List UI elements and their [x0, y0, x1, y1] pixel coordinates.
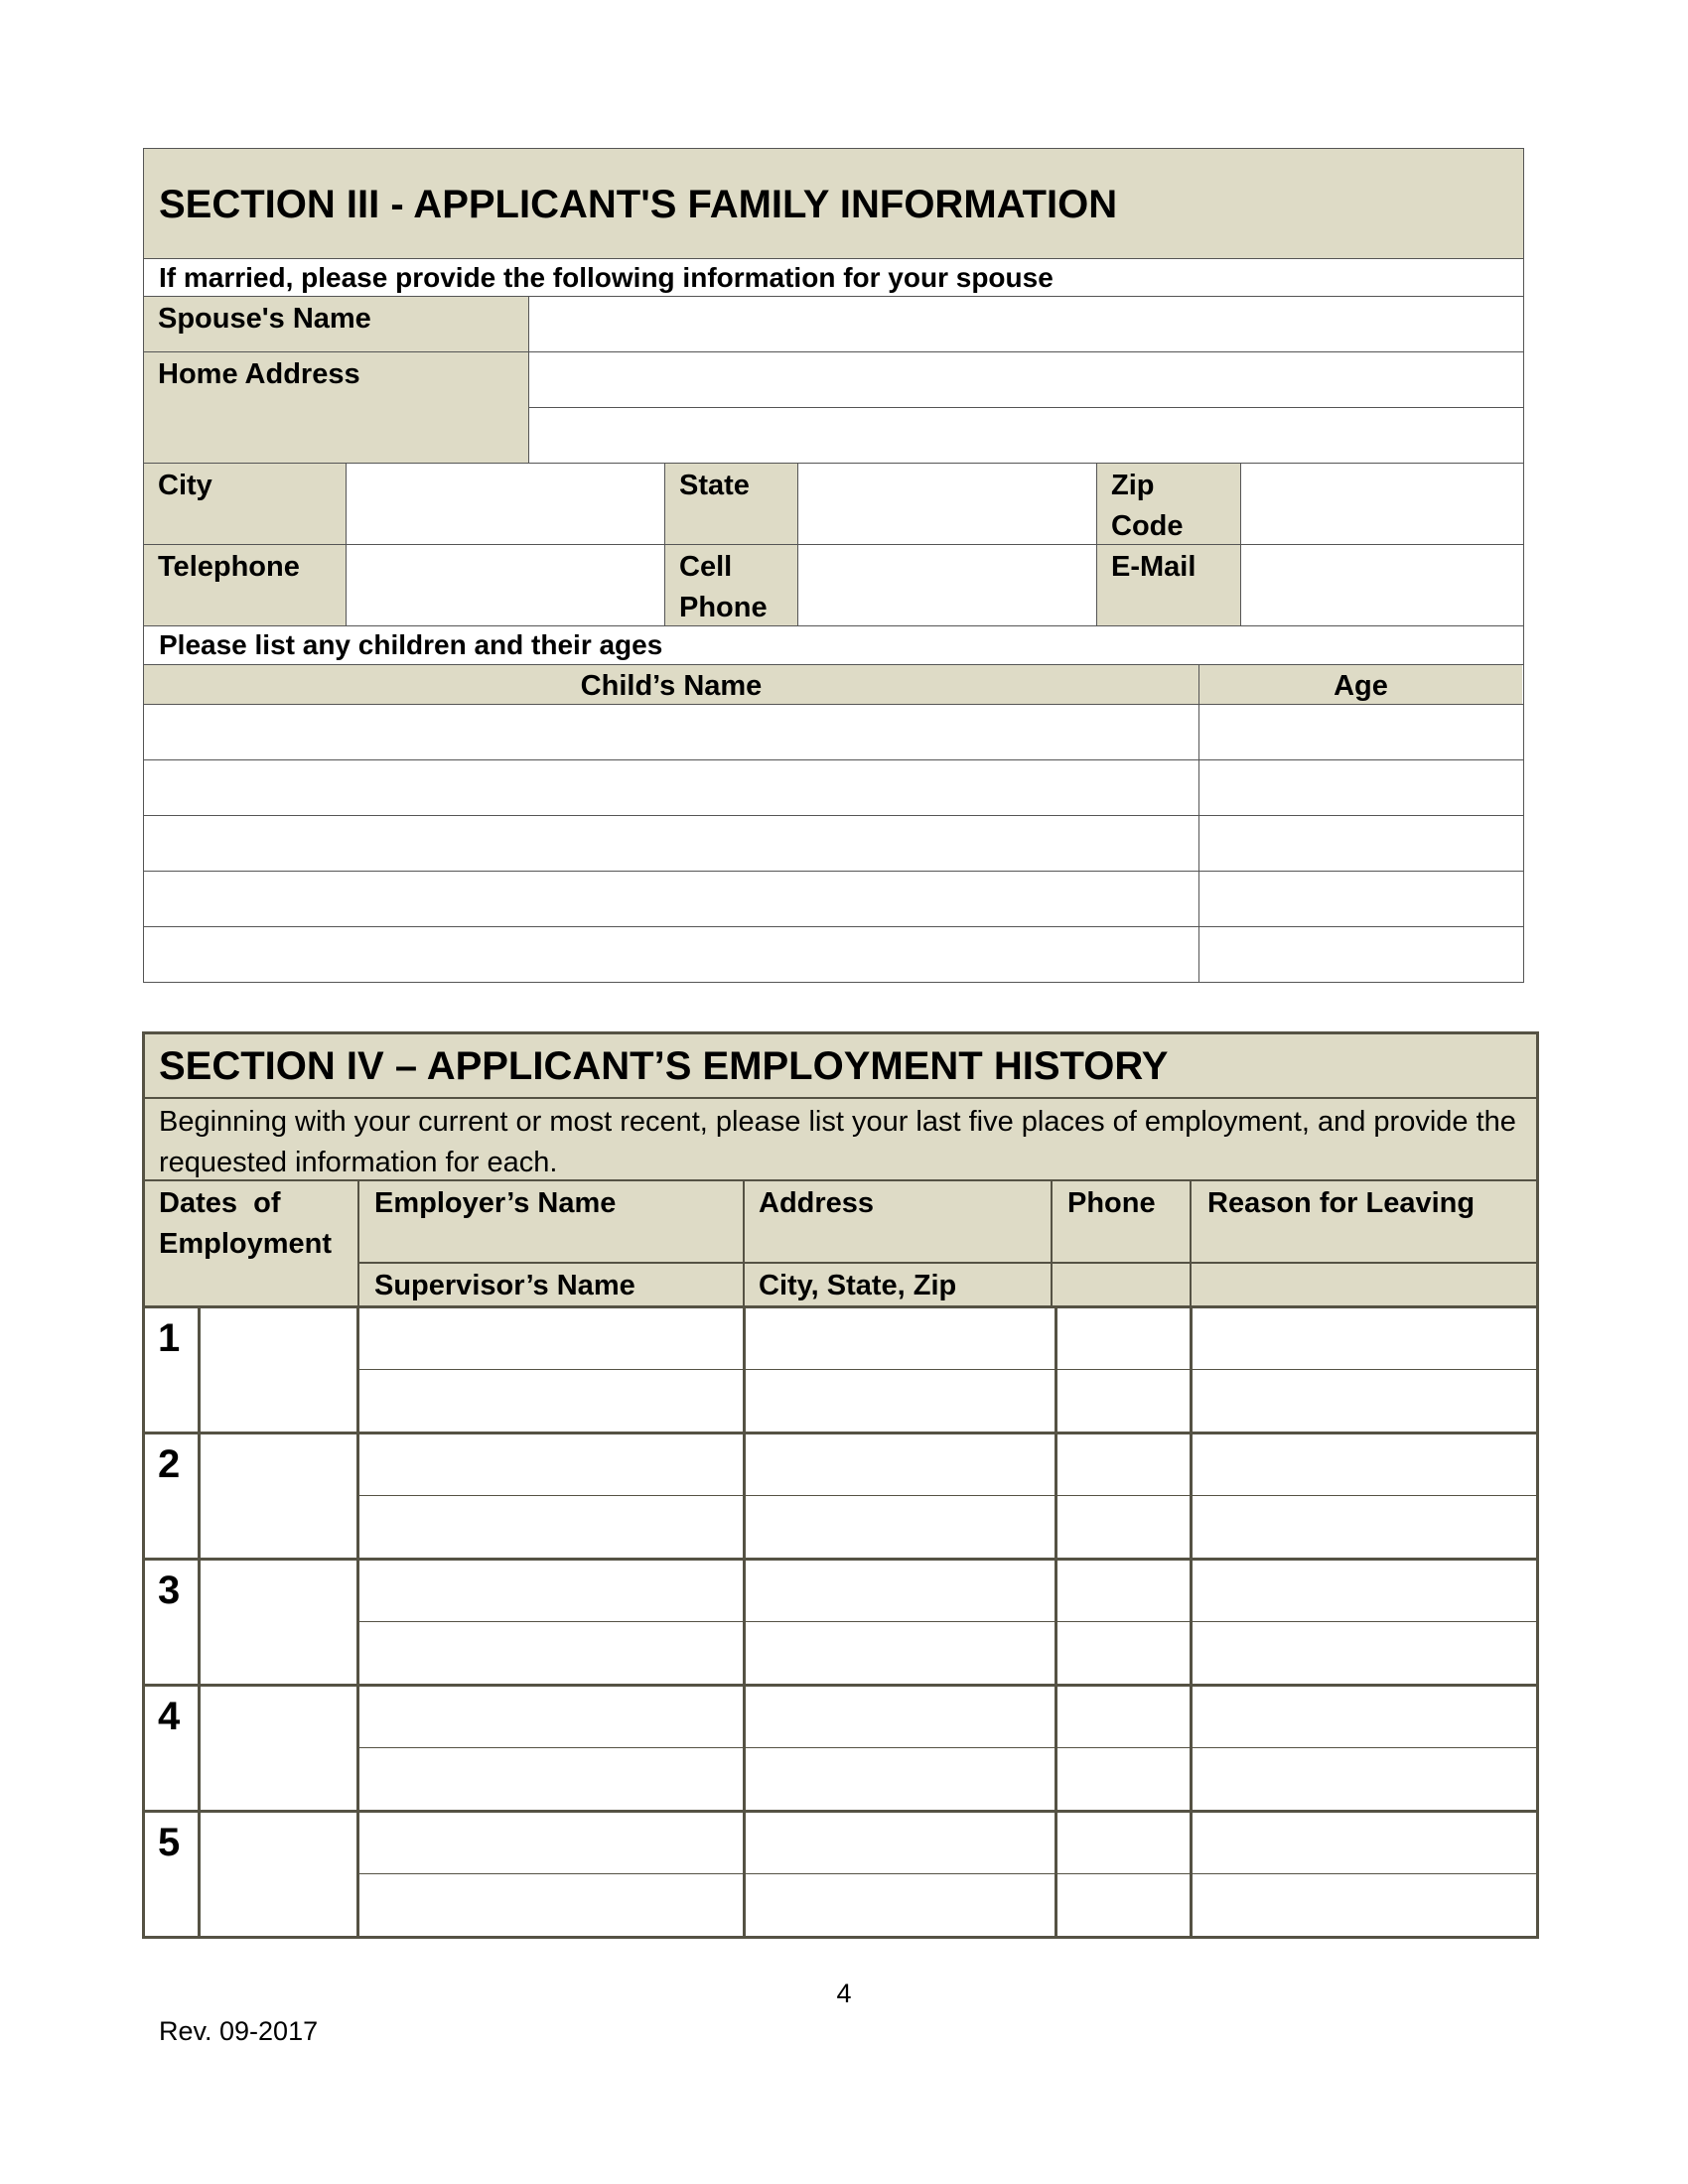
supervisor-name-field[interactable] — [360, 1753, 741, 1809]
age-header: Age — [1334, 670, 1388, 702]
spouse-name-label: Spouse's Name — [158, 303, 371, 335]
child-age-field[interactable] — [1199, 817, 1522, 871]
child-name-header: Child’s Name — [580, 670, 763, 702]
phone-field[interactable] — [1057, 1564, 1188, 1683]
employer-name-field[interactable] — [360, 1437, 741, 1493]
supervisor-name-field[interactable] — [360, 1501, 741, 1557]
zip-label — [1097, 464, 1240, 547]
address-field[interactable] — [746, 1816, 1052, 1871]
page-number: 4 — [836, 1979, 852, 2008]
spouse-name-field[interactable] — [529, 298, 1522, 351]
child-name-field[interactable] — [144, 817, 1198, 871]
city-state-zip-field[interactable] — [746, 1753, 1052, 1809]
row-number: 5 — [158, 1821, 181, 1864]
section-4-intro: Beginning with your current or most recent, please list your last five places of employment, and provide the requested information for each. — [159, 1106, 1516, 1178]
child-name-header-cell — [144, 665, 1198, 704]
employer-name-field[interactable] — [360, 1690, 741, 1745]
zip-label-line2: Code — [1111, 510, 1184, 542]
dates-of-employment-field[interactable] — [201, 1437, 355, 1557]
child-age-field[interactable] — [1199, 761, 1522, 815]
city-state-zip-field[interactable] — [746, 1879, 1052, 1935]
reason-for-leaving-field[interactable] — [1194, 1690, 1532, 1745]
supervisor-name-field[interactable] — [360, 1879, 741, 1935]
supervisor-name-header: Supervisor’s Name — [374, 1270, 635, 1301]
row-number: 2 — [158, 1442, 181, 1486]
cell-phone-label — [665, 545, 797, 628]
child-age-field[interactable] — [1199, 706, 1522, 759]
state-label: State — [679, 470, 750, 501]
age-header-cell — [1199, 665, 1522, 704]
cell-phone-label-line2: Phone — [679, 592, 768, 623]
reason-for-leaving-field[interactable] — [1194, 1564, 1532, 1619]
address-field[interactable] — [746, 1437, 1052, 1493]
supervisor-name-field[interactable] — [360, 1375, 741, 1431]
email-field[interactable] — [1241, 546, 1522, 625]
employer-name-field[interactable] — [360, 1311, 741, 1367]
reason-for-leaving-field[interactable] — [1194, 1311, 1532, 1367]
employer-name-header: Employer’s Name — [374, 1187, 617, 1219]
row-number: 4 — [158, 1695, 181, 1738]
child-name-field[interactable] — [144, 706, 1198, 759]
address-header: Address — [759, 1187, 875, 1219]
revision-label: Rev. 09-2017 — [159, 2016, 319, 2046]
city-state-zip-header: City, State, Zip — [759, 1270, 957, 1301]
reason-for-leaving-field[interactable] — [1194, 1437, 1532, 1493]
section-3-title: SECTION III - APPLICANT'S FAMILY INFORMATION — [159, 183, 1118, 226]
children-intro-text: Please list any children and their ages — [159, 629, 663, 660]
state-label-cell — [665, 464, 797, 544]
employer-name-field[interactable] — [360, 1816, 741, 1871]
employer-name-field[interactable] — [360, 1564, 741, 1619]
phone-field[interactable] — [1057, 1690, 1188, 1809]
dates-of-employment-header — [159, 1183, 332, 1265]
child-age-field[interactable] — [1199, 873, 1522, 926]
zip-label-line1: Zip — [1111, 470, 1155, 501]
zip-field[interactable] — [1241, 465, 1522, 544]
row-number: 3 — [158, 1569, 181, 1612]
dates-header-line2: Employment — [159, 1228, 333, 1260]
phone-header: Phone — [1067, 1187, 1156, 1219]
dates-header-line1: Dates of — [159, 1187, 281, 1219]
spouse-intro-text: If married, please provide the following information for your spouse — [159, 262, 1054, 293]
child-name-field[interactable] — [144, 873, 1198, 926]
zip-label-cell — [1097, 464, 1240, 544]
cell-phone-label-cell — [665, 545, 797, 625]
child-age-field[interactable] — [1199, 928, 1522, 982]
home-address-label-cell — [144, 352, 528, 463]
cell-phone-label-line1: Cell — [679, 551, 733, 583]
city-state-zip-field[interactable] — [746, 1627, 1052, 1683]
address-field[interactable] — [746, 1311, 1052, 1367]
city-label: City — [158, 470, 212, 501]
cell-phone-field[interactable] — [798, 546, 1096, 625]
city-state-zip-field[interactable] — [746, 1375, 1052, 1431]
dates-of-employment-field[interactable] — [201, 1564, 355, 1683]
spouse-name-label-cell — [144, 297, 528, 351]
dates-of-employment-field[interactable] — [201, 1311, 355, 1431]
telephone-label-cell — [144, 545, 346, 625]
reason-for-leaving-header: Reason for Leaving — [1207, 1187, 1476, 1219]
email-label-cell — [1097, 545, 1240, 625]
phone-field[interactable] — [1057, 1816, 1188, 1935]
section-4-title: SECTION IV – APPLICANT’S EMPLOYMENT HISTORY — [159, 1044, 1169, 1088]
email-label: E-Mail — [1111, 551, 1196, 583]
city-field[interactable] — [347, 465, 664, 544]
home-address-label: Home Address — [158, 358, 360, 390]
phone-field[interactable] — [1057, 1437, 1188, 1557]
home-address-field-line1[interactable] — [529, 353, 1522, 407]
home-address-field-line2[interactable] — [529, 409, 1522, 463]
row-number: 1 — [158, 1316, 181, 1360]
address-field[interactable] — [746, 1690, 1052, 1745]
telephone-label: Telephone — [158, 551, 300, 583]
supervisor-name-field[interactable] — [360, 1627, 741, 1683]
child-name-field[interactable] — [144, 928, 1198, 982]
dates-of-employment-field[interactable] — [201, 1816, 355, 1935]
address-field[interactable] — [746, 1564, 1052, 1619]
child-name-field[interactable] — [144, 761, 1198, 815]
telephone-field[interactable] — [347, 546, 664, 625]
dates-of-employment-field[interactable] — [201, 1690, 355, 1809]
phone-field[interactable] — [1057, 1311, 1188, 1431]
city-state-zip-field[interactable] — [746, 1501, 1052, 1557]
state-field[interactable] — [798, 465, 1096, 544]
city-label-cell — [144, 464, 346, 544]
reason-for-leaving-field[interactable] — [1194, 1816, 1532, 1871]
